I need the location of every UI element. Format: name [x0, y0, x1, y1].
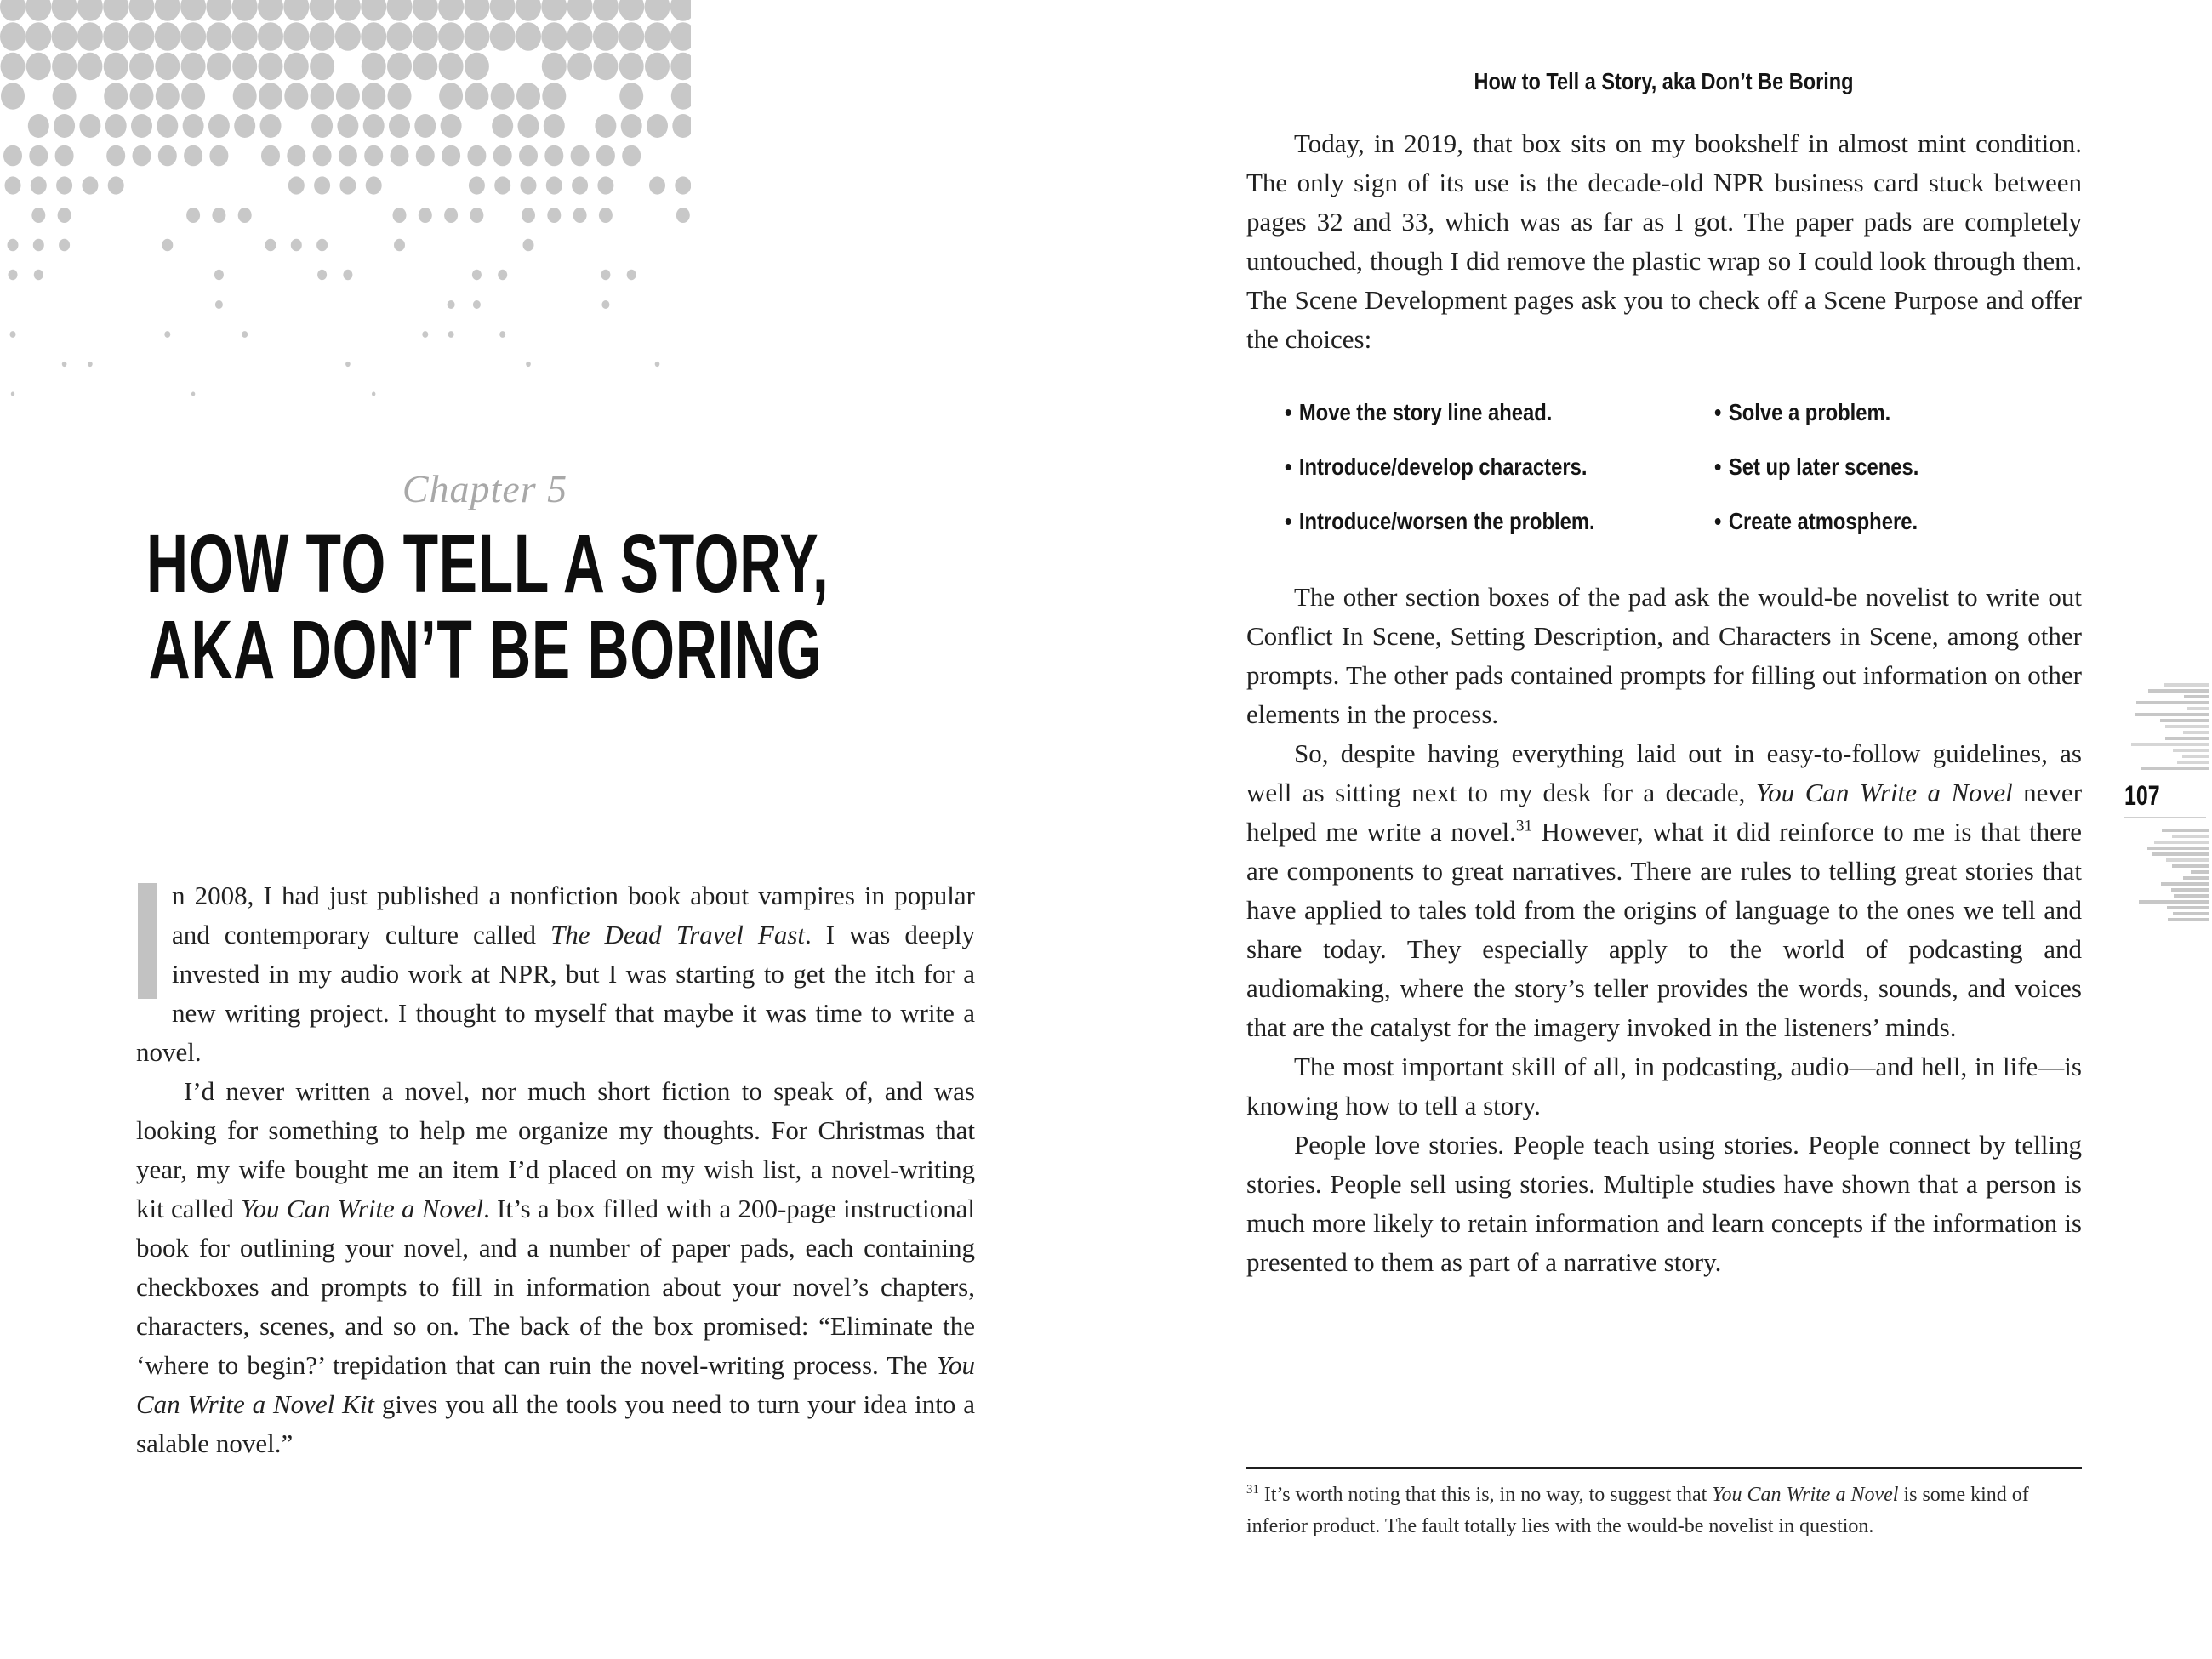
running-header-text: How to Tell a Story, aka Don’t Be Boring — [1474, 68, 1855, 94]
paragraph — [136, 876, 975, 1072]
paragraph: So, despite having everything laid out in easy-to-follow guidelines, as well as sitting next to my desk for a decade, You Can Write a Novel never helped me write a novel.$^{31}$ However, what it did reinforce to me is that there are components to great narratives. There are rules to telling great stories that have applied to tales told from the origins of language to the ones we tell and share today. They especially apply to the world of podcasting and audiomaking, where the story’s teller provides the words, sounds, and voices that are the catalyst for the imagery invoked in the listeners’ minds. — [1246, 738, 2083, 1042]
waveform-bar — [2154, 841, 2209, 844]
bullet-icon: • — [1714, 399, 1722, 425]
waveform-bar — [2141, 767, 2209, 770]
waveform-bar — [2172, 864, 2209, 868]
waveform-bar — [2187, 707, 2209, 710]
right-text-column — [1246, 124, 2082, 1282]
footnote-divider — [1246, 1467, 2082, 1469]
waveform-bar — [2183, 876, 2209, 880]
waveform-decoration-top — [2124, 683, 2209, 770]
bullet-icon: • — [1714, 508, 1722, 534]
page-right — [1106, 0, 2212, 1659]
waveform-bar — [2184, 695, 2209, 698]
halftone-pattern — [0, 0, 691, 402]
paragraph: People love stories. People teach using stories. People connect by telling stories. People sell using stories. Multiple studies have shown that a person is much more likely to retain information and learn concepts if the information is presented to them as part of a narrative story. — [1246, 1130, 2082, 1277]
paragraph: I’d never written a novel, nor much short fiction to speak of, and was looking for something to help me organize my thoughts. For Christmas that year, my wife bought me an item I’d placed on my wish list, a novel-writing kit called You Can Write a Novel. It’s a box filled with a 200-page instructional book for outlining your novel, and a number of paper pads, each containing checkboxes and prompts to fill in information about your novel’s chapters, characters, scenes, and so on. The back of the box promised: “Eliminate the ‘where to begin?’ trepidation that can ruin the novel-writing process. The You Can Write a Novel Kit gives you all the tools you need to turn your idea into a salable novel.” — [136, 1076, 975, 1458]
waveform-bar — [2139, 900, 2209, 904]
waveform-bar — [2148, 689, 2209, 693]
waveform-bar — [2191, 870, 2209, 874]
list-item — [1714, 398, 2082, 426]
bullet-icon: • — [1285, 508, 1292, 534]
waveform-bar — [2165, 725, 2209, 728]
left-text-column — [136, 876, 975, 1463]
running-header — [1246, 68, 2082, 95]
page-number: 107 — [2124, 780, 2160, 811]
waveform-bar — [2173, 912, 2209, 915]
chapter-title — [0, 517, 970, 696]
list-item — [1714, 453, 2082, 481]
waveform-bar — [2166, 858, 2209, 862]
list-item-label: Create atmosphere. — [1728, 508, 1918, 534]
chapter-title-line-2: AKA DON’T BE BORING — [148, 603, 822, 696]
waveform-bar — [2135, 713, 2209, 716]
page-number-rule — [2124, 817, 2206, 818]
waveform-bar — [2177, 761, 2209, 764]
waveform-bar — [2161, 882, 2209, 886]
waveform-bar — [2168, 918, 2209, 921]
waveform-bar — [2162, 829, 2209, 832]
waveform-bar — [2171, 888, 2209, 892]
waveform-bar — [2160, 719, 2209, 722]
list-item — [1285, 507, 1714, 535]
waveform-decoration-bottom — [2124, 829, 2209, 921]
page-marker — [2124, 683, 2209, 924]
paragraph: The most important skill of all, in podcasting, audio—and hell, in life—is knowing how to tell a story. — [1246, 1052, 2082, 1120]
drop-cap — [138, 883, 157, 999]
paragraph: Today, in 2019, that box sits on my bookshelf in almost mint condition. The only sign of its use is the decade-old NPR business card stuck between pages 32 and 33, which was as far as I got. The paper pads are completely untouched, though I did remove the plastic wrap so I could look through them. The Scene Development pages ask you to check off a Scene Purpose and offer the choices: — [1246, 128, 2082, 354]
list-item-label: Solve a problem. — [1728, 399, 1891, 425]
footnote — [1246, 1467, 2082, 1542]
bullet-icon: • — [1714, 453, 1722, 480]
paragraph: The other section boxes of the pad ask the would-be novelist to write out Conflict In Scene, Setting Description, and Characters in Scene, among other prompts. The other pads contained prompts for filling out information on other elements in the process. — [1246, 582, 2082, 729]
waveform-bar — [2182, 755, 2209, 758]
waveform-bar — [2165, 737, 2209, 740]
list-item — [1285, 398, 1714, 426]
paragraph-text: n 2008, I had just published a nonfiction book about vampires in popular and contemporary culture called The Dead Travel Fast. I was deeply invested in my audio work at NPR, but I was starting to get the itch for a new writing project. I thought to myself that maybe it was time to write a novel. — [136, 881, 975, 1067]
waveform-bar — [2136, 701, 2209, 704]
list-item-label: Introduce/worsen the problem. — [1298, 508, 1595, 534]
bullet-icon: • — [1285, 453, 1292, 480]
chapter-title-line-1: HOW TO TELL A STORY, — [145, 517, 830, 610]
waveform-bar — [2172, 835, 2209, 838]
waveform-bar — [2167, 906, 2209, 909]
footnote-text: $^{31}$ It’s worth noting that this is, in no way, to suggest that You Can Write a Novel is some kind of inferior product. The fault totally lies with the would-be novelist in question. — [1246, 1483, 2029, 1537]
waveform-bar — [2131, 743, 2209, 746]
bullet-icon: • — [1285, 399, 1292, 425]
scene-purpose-bullet-list — [1285, 398, 2082, 535]
waveform-bar — [2147, 847, 2209, 850]
waveform-bar — [2174, 894, 2209, 898]
list-item — [1714, 507, 2082, 535]
list-item-label: Set up later scenes. — [1728, 453, 1919, 480]
waveform-bar — [2164, 683, 2209, 687]
waveform-bar — [2183, 731, 2209, 734]
list-item-label: Move the story line ahead. — [1298, 399, 1553, 425]
waveform-bar — [2173, 749, 2209, 752]
list-item-label: Introduce/develop characters. — [1298, 453, 1588, 480]
list-item — [1285, 453, 1714, 481]
waveform-bar — [2152, 852, 2209, 856]
chapter-label: Chapter 5 — [402, 467, 568, 510]
